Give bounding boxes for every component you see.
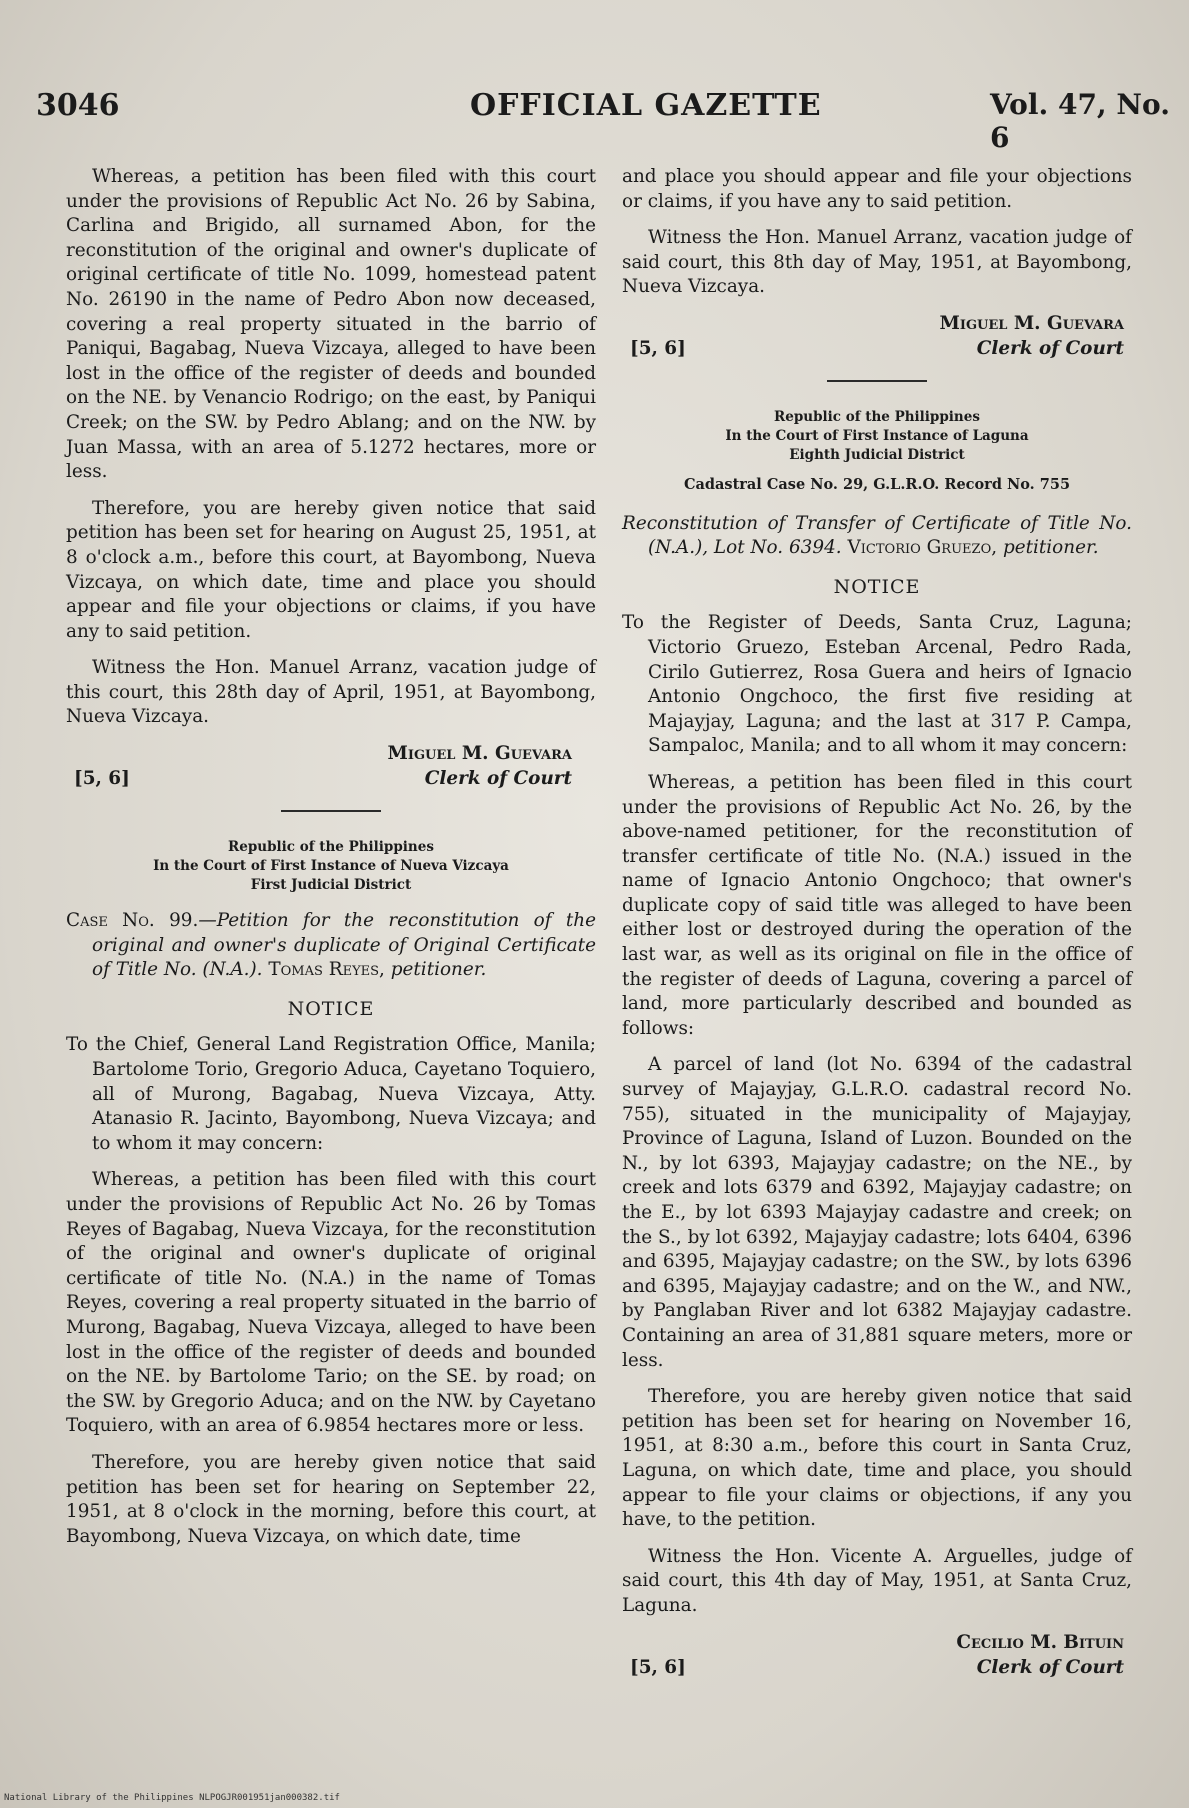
petitioner-role: petitioner.: [1002, 537, 1099, 559]
paragraph: Witness the Hon. Manuel Arranz, vacation judge of this court, this 28th day of April, 1951, at Bayombong, Nueva Vizcaya.: [66, 657, 596, 728]
cadastral-case-line: Cadastral Case No. 29, G.L.R.O. Record No. 755: [683, 475, 1071, 493]
court-heading: Republic of the Philippines: [774, 408, 980, 425]
signer-name: Miguel M. Guevara: [939, 312, 1124, 334]
publication-title: OFFICIAL GAZETTE: [470, 88, 822, 123]
paragraph: Whereas, a petition has been filed in this court under the provisions of Republic Act No. 26, by the above-named petitioner, for the reconstitution of transfer certificate of title No. (N.A.) issued in the name of Ignacio Antonio Ongchoco; that owner's duplicate copy of said title was alleged to have been either lost or destroyed during the operation of the last war, as well as its original on file in the office of the register of deeds of Laguna, covering a parcel of land, more particularly described and bounded as follows:: [622, 771, 1132, 1039]
signer-office: Clerk of Court: [976, 337, 1124, 359]
paragraph: Whereas, a petition has been filed with this court under the provisions of Republic Act No. 26 by Sabina, Carlina and Brigido, all surnamed Abon, for the reconstitution of the original and owner's duplicate of original certificate of title No. 1099, homestead patent No. 26190 in the name of Pedro Abon now deceased, covering a real property situated in the barrio of Paniqui, Bagabag, Nueva Vizcaya, alleged to have been lost in the office of the register of deeds and bounded on the NE. by Venancio Rodrigo; on the east, by Paniqui Creek; on the SW. by Pedro Ablang; and on the NW. by Juan Massa, with an area of 5.1272 hectares, more or less.: [66, 166, 596, 483]
paragraph: and place you should appear and file your objections or claims, if you have any to said petition.: [622, 166, 1132, 212]
paragraph: Therefore, you are hereby given notice that said petition has been set for hearing on November 16, 1951, at 8:30 a.m., before this court in Santa Cruz, Laguna, on which date, time and place, you should appear to file your claims or objections, if any you have, to the petition.: [622, 1386, 1132, 1531]
right-column: [622, 165, 1132, 1691]
notice-addressees: To the Register of Deeds, Santa Cruz, Laguna; Victorio Gruezo, Esteban Arcenal, Pedro Rada, Cirilo Gutierrez, Rosa Guera and heirs of Ignacio Antonio Ongchoco, the first five residing at Majayjay, Laguna; and the last at 317 P. Campa, Sampaloc, Manila; and to all whom it may concern:: [622, 612, 1132, 757]
signature-block: [622, 312, 1132, 362]
signer-office: Clerk of Court: [976, 1656, 1124, 1678]
paragraph: A parcel of land (lot No. 6394 of the cadastral survey of Majayjay, G.L.R.O. cadastral record No. 755), situated in the municipality of Majayjay, Province of Laguna, Island of Luzon. Bounded on the N., by lot 6393, Majayjay cadastre; on the NE., by creek and lots 6379 and 6392, Majayjay cadastre; on the E., by lot 6393 Majayjay cadastre and creek; on the S., by lot 6392, Majayjay cadastre; lots 6404, 6396 and 6395, Majayjay cadastre; on the SW., by lots 6396 and 6395, Majayjay cadastre; and on the W., and NW., by Panglaban River and lot 6382 Majayjay cadastre. Containing an area of 31,881 square meters, more or less.: [622, 1054, 1132, 1371]
notice-heading: NOTICE: [287, 997, 375, 1020]
issue-tag: [5, 6]: [630, 337, 686, 359]
signature-block: [66, 742, 596, 792]
case-label: Case No. 99.: [66, 910, 199, 932]
petitioner-name: Victorio Gruezo,: [847, 537, 998, 559]
court-heading: First Judicial District: [250, 877, 412, 894]
court-heading: Republic of the Philippines: [228, 839, 434, 856]
notice-addressees: To the Chief, General Land Registration Office, Manila; Bartolome Torio, Gregorio Aduca, Cayetano Toquiero, all of Murong, Bagabag, Nueva Vizcaya, Atty. Atanasio R. Jacinto, Bayombong, Nueva Vizcaya; and to whom it may concern:: [66, 1034, 596, 1154]
volume-label: Vol. 47, No. 6: [990, 88, 1170, 154]
case-title: —Petition for the reconstitution of the original and owner's duplicate of Original Certificate of Title No. (N.A.).: [92, 910, 596, 981]
signature-block: [622, 1631, 1132, 1681]
case-caption: [622, 512, 1132, 561]
section-divider: [827, 380, 927, 382]
scan-footer: National Library of the Philippines NLPOGJR001951jan000382.tif: [4, 1793, 340, 1803]
paragraph: Whereas, a petition has been filed with this court under the provisions of Republic Act No. 26 by Tomas Reyes of Bagabag, Nueva Vizcaya, for the reconstitution of the original and owner's duplicate of original certificate of title No. (N.A.) in the name of Tomas Reyes, covering a real property situated in the barrio of Murong, Bagabag, Nueva Vizcaya, alleged to have been lost in the office of the register of deeds and bounded on the NE. by Bartolome Tario; on the SE. by road; on the SW. by Gregorio Aduca; and on the NW. by Cayetano Toquiero, with an area of 6.9854 hectares more or less.: [66, 1169, 596, 1437]
court-heading: In the Court of First Instance of Nueva Vizcaya: [153, 858, 509, 875]
signer-name: Cecilio M. Bituin: [956, 1631, 1124, 1653]
paragraph: Therefore, you are hereby given notice that said petition has been set for hearing on August 25, 1951, at 8 o'clock a.m., before this court, at Bayombong, Nueva Vizcaya, on which date, time and place you should appear and file your objections or claims, if you have any to said petition.: [66, 497, 596, 642]
section-divider: [281, 810, 381, 812]
paragraph: Witness the Hon. Manuel Arranz, vacation judge of said court, this 8th day of May, 1951, at Bayombong, Nueva Vizcaya.: [622, 227, 1132, 298]
case-caption: [66, 909, 596, 983]
issue-tag: [5, 6]: [74, 768, 130, 790]
notice-heading: NOTICE: [833, 575, 921, 598]
court-heading: Eighth Judicial District: [789, 446, 965, 463]
page-number: 3046: [36, 88, 120, 123]
signer-name: Miguel M. Guevara: [387, 743, 572, 765]
paragraph: Witness the Hon. Vicente A. Arguelles, judge of said court, this 4th day of May, 1951, at Santa Cruz, Laguna.: [622, 1545, 1132, 1616]
left-column: [66, 165, 596, 1561]
paragraph: Therefore, you are hereby given notice that said petition has been set for hearing on September 22, 1951, at 8 o'clock in the morning, before this court, at Bayombong, Nueva Vizcaya, on which date, time: [66, 1451, 596, 1547]
petitioner-role: petitioner.: [390, 959, 487, 981]
issue-tag: [5, 6]: [630, 1656, 686, 1678]
court-heading: In the Court of First Instance of Laguna: [725, 427, 1029, 444]
petitioner-name: Tomas Reyes,: [268, 959, 385, 981]
case-title: Reconstitution of Transfer of Certificate of Title No. (N.A.), Lot No. 6394.: [622, 512, 1132, 559]
signer-office: Clerk of Court: [424, 768, 572, 790]
